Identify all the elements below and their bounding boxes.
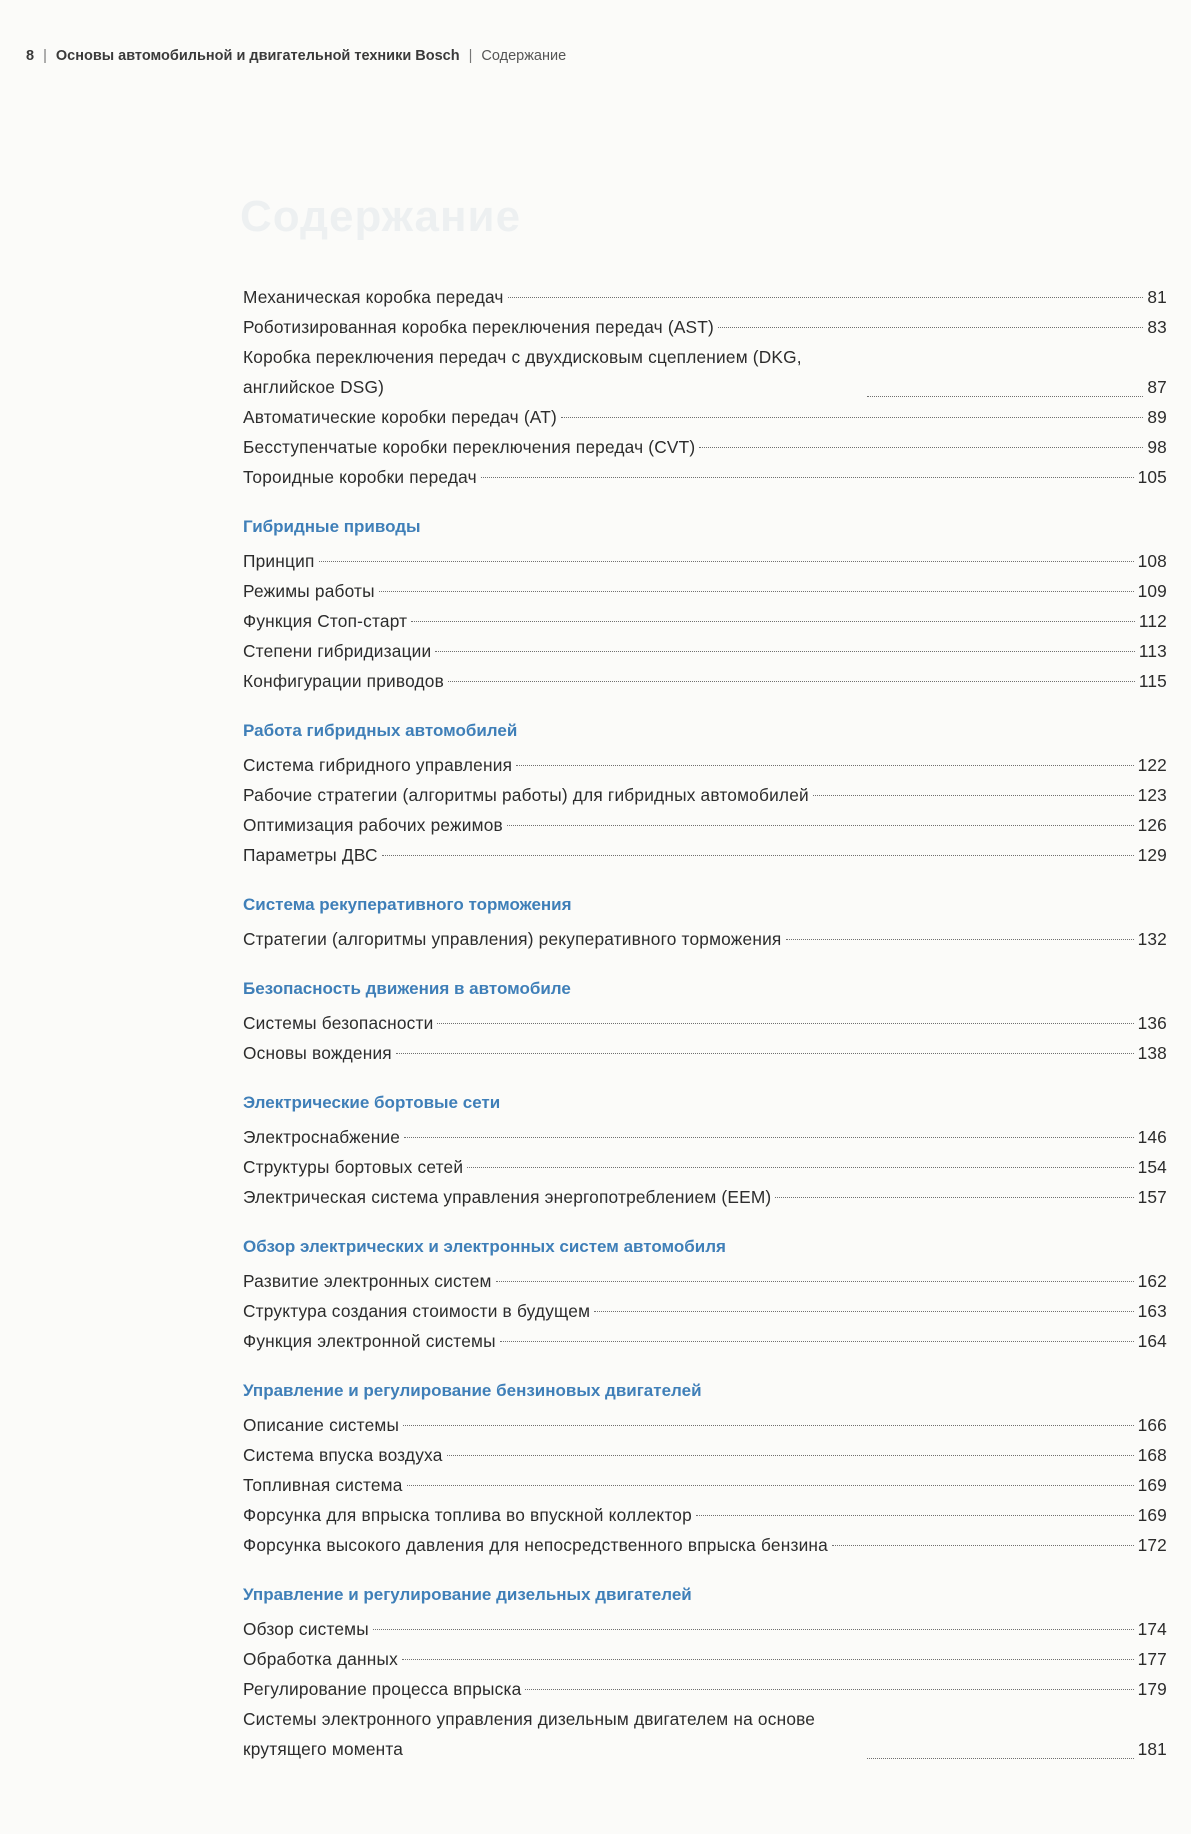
toc-section xyxy=(243,512,1167,696)
toc-entry-title: Функция Стоп-старт xyxy=(243,611,408,631)
dot-leader xyxy=(507,825,1134,826)
toc-entry[interactable] xyxy=(243,1644,1167,1674)
toc-section-heading: Электрические бортовые сети xyxy=(243,1093,501,1112)
toc-entry-title: Тороидные коробки передач xyxy=(243,467,477,487)
dot-leader xyxy=(411,621,1135,622)
toc-entry[interactable] xyxy=(243,1614,1167,1644)
toc-entry-page: 174 xyxy=(1137,1619,1167,1639)
toc-section-heading: Безопасность движения в автомобиле xyxy=(243,979,571,998)
toc-section xyxy=(243,1088,1167,1212)
toc-entry-page: 89 xyxy=(1147,407,1167,427)
toc-entry-page: 129 xyxy=(1137,845,1167,865)
dot-leader xyxy=(696,1515,1134,1516)
section-name: Содержание xyxy=(481,48,567,64)
dot-leader xyxy=(373,1629,1134,1630)
toc-entry-title: Рабочие стратегии (алгоритмы работы) для гибридных автомобилей xyxy=(243,785,809,805)
toc-entry-page: 181 xyxy=(1137,1739,1167,1759)
toc-entry[interactable] xyxy=(243,810,1167,840)
toc-section xyxy=(243,1580,1167,1764)
toc-entry[interactable] xyxy=(243,780,1167,810)
toc-entry[interactable] xyxy=(243,1530,1167,1560)
toc-entry-title: Параметры ДВС xyxy=(243,845,378,865)
page-number: 8 xyxy=(26,48,35,64)
toc-entry-page: 162 xyxy=(1137,1271,1167,1291)
dot-leader xyxy=(407,1485,1134,1486)
toc-entry-page: 169 xyxy=(1137,1475,1167,1495)
toc-entry-page: 164 xyxy=(1137,1331,1167,1351)
dot-leader xyxy=(508,297,1144,298)
book-title: Основы автомобильной и двигательной техники Bosch xyxy=(55,48,460,64)
dot-leader xyxy=(832,1545,1134,1546)
toc-entry[interactable] xyxy=(243,1470,1167,1500)
toc-entry-title: Регулирование процесса впрыска xyxy=(243,1679,522,1699)
toc-entry[interactable] xyxy=(243,666,1167,696)
dot-leader xyxy=(867,396,1143,397)
toc-entry-page: 113 xyxy=(1138,641,1167,661)
toc-entry[interactable] xyxy=(243,576,1167,606)
toc-entry-title: Система гибридного управления xyxy=(243,755,513,775)
toc-entry-title: Описание системы xyxy=(243,1415,400,1435)
dot-leader xyxy=(435,651,1134,652)
toc-section-heading: Работа гибридных автомобилей xyxy=(243,721,518,740)
toc-entry-page: 123 xyxy=(1137,785,1167,805)
toc-entry-page: 122 xyxy=(1137,755,1167,775)
dot-leader xyxy=(396,1053,1134,1054)
toc-entry-title: Функция электронной системы xyxy=(243,1331,496,1351)
dot-leader xyxy=(402,1659,1134,1660)
toc-entry-title: Механическая коробка передач xyxy=(243,287,504,307)
separator: | xyxy=(43,48,47,64)
dot-leader xyxy=(448,681,1135,682)
toc-section xyxy=(243,1232,1167,1356)
toc-entry[interactable] xyxy=(243,1266,1167,1296)
toc-entry-page: 169 xyxy=(1137,1505,1167,1525)
toc-entry-page: 112 xyxy=(1138,611,1167,631)
toc-entry-title: Стратегии (алгоритмы управления) рекуперативного торможения xyxy=(243,929,782,949)
toc-entry-page: 138 xyxy=(1137,1043,1167,1063)
toc-entry-title: Развитие электронных систем xyxy=(243,1271,492,1291)
toc-entry[interactable] xyxy=(243,924,1167,954)
toc-entry-page: 168 xyxy=(1137,1445,1167,1465)
toc-entry-page: 108 xyxy=(1137,551,1167,571)
toc-entry-page: 163 xyxy=(1137,1301,1167,1321)
toc-entry[interactable] xyxy=(243,342,1167,402)
toc-entry[interactable] xyxy=(243,840,1167,870)
toc-entry-title: Принцип xyxy=(243,551,315,571)
toc-entry[interactable] xyxy=(243,1674,1167,1704)
toc-entry[interactable] xyxy=(243,432,1167,462)
dot-leader xyxy=(718,327,1143,328)
toc-entry-title: Обработка данных xyxy=(243,1649,399,1669)
dot-leader xyxy=(496,1281,1134,1282)
toc-entry-title: Система впуска воздуха xyxy=(243,1445,443,1465)
table-of-contents xyxy=(243,282,1167,1784)
toc-section xyxy=(243,974,1167,1068)
toc-entry[interactable] xyxy=(243,1038,1167,1068)
dot-leader xyxy=(500,1341,1134,1342)
toc-entry[interactable] xyxy=(243,636,1167,666)
toc-entry[interactable] xyxy=(243,1440,1167,1470)
toc-entry[interactable] xyxy=(243,1182,1167,1212)
toc-entry[interactable] xyxy=(243,462,1167,492)
toc-entry[interactable] xyxy=(243,1008,1167,1038)
toc-entry-page: 172 xyxy=(1137,1535,1167,1555)
dot-leader xyxy=(481,477,1134,478)
toc-entry-title: Структура создания стоимости в будущем xyxy=(243,1301,591,1321)
dot-leader xyxy=(867,1758,1134,1759)
toc-entry-title: Электрическая система управления энергопотреблением (EEM) xyxy=(243,1187,772,1207)
dot-leader xyxy=(699,447,1143,448)
toc-entry-title: Режимы работы xyxy=(243,581,375,601)
dot-leader xyxy=(594,1311,1133,1312)
separator: | xyxy=(468,48,473,64)
toc-entry[interactable] xyxy=(243,1500,1167,1530)
dot-leader xyxy=(382,855,1134,856)
toc-entry[interactable] xyxy=(243,1704,1167,1764)
toc-entry[interactable] xyxy=(243,282,1167,312)
dot-leader xyxy=(561,417,1143,418)
dot-leader xyxy=(379,591,1134,592)
toc-entry[interactable] xyxy=(243,750,1167,780)
toc-entry-page: 157 xyxy=(1137,1187,1167,1207)
toc-entry-title: Системы электронного управления дизельным двигателем на основе крутящего момента xyxy=(243,1709,816,1759)
dot-leader xyxy=(525,1689,1133,1690)
toc-entry-page: 83 xyxy=(1147,317,1167,337)
toc-entry-page: 98 xyxy=(1147,437,1167,457)
toc-entry-page: 87 xyxy=(1147,377,1167,397)
toc-section-heading: Гибридные приводы xyxy=(243,517,421,536)
toc-section xyxy=(243,716,1167,870)
toc-entry-title: Электроснабжение xyxy=(243,1127,401,1147)
toc-entry-page: 154 xyxy=(1137,1157,1167,1177)
toc-entry-title: Структуры бортовых сетей xyxy=(243,1157,464,1177)
toc-entry-title: Основы вождения xyxy=(243,1043,392,1063)
toc-entry-page: 166 xyxy=(1137,1415,1167,1435)
toc-entry-title: Конфигурации приводов xyxy=(243,671,444,691)
toc-section-heading: Обзор электрических и электронных систем автомобиля xyxy=(243,1237,726,1256)
toc-section-heading: Управление и регулирование дизельных двигателей xyxy=(243,1585,692,1604)
toc-section xyxy=(243,890,1167,954)
toc-entry-title: Форсунка для впрыска топлива во впускной коллектор xyxy=(243,1505,692,1525)
toc-entry-page: 179 xyxy=(1137,1679,1167,1699)
toc-entry-title: Степени гибридизации xyxy=(243,641,432,661)
toc-entry-title: Роботизированная коробка переключения передач (AST) xyxy=(243,317,714,337)
toc-entry-title: Топливная система xyxy=(243,1475,403,1495)
toc-entry-title: Коробка переключения передач с двухдисковым сцеплением (DKG, английское DSG) xyxy=(243,347,802,397)
toc-entry[interactable] xyxy=(243,1326,1167,1356)
toc-entry-page: 109 xyxy=(1137,581,1167,601)
ghost-title: Содержание xyxy=(240,192,522,241)
toc-entry-page: 146 xyxy=(1137,1127,1167,1147)
dot-leader xyxy=(516,765,1133,766)
toc-section xyxy=(243,282,1167,492)
toc-section xyxy=(243,1376,1167,1560)
toc-entry-page: 126 xyxy=(1137,815,1167,835)
toc-entry-title: Оптимизация рабочих режимов xyxy=(243,815,503,835)
toc-entry-title: Автоматические коробки передач (AT) xyxy=(243,407,557,427)
toc-entry-title: Бесступенчатые коробки переключения передач (CVT) xyxy=(243,437,696,457)
dot-leader xyxy=(404,1137,1133,1138)
toc-entry-title: Форсунка высокого давления для непосредственного впрыска бензина xyxy=(243,1535,828,1555)
dot-leader xyxy=(403,1425,1133,1426)
toc-section-heading: Система рекуперативного торможения xyxy=(243,895,572,914)
toc-entry-page: 105 xyxy=(1137,467,1167,487)
toc-entry-page: 132 xyxy=(1137,929,1167,949)
dot-leader xyxy=(786,939,1134,940)
dot-leader xyxy=(447,1455,1134,1456)
toc-entry-page: 177 xyxy=(1137,1649,1167,1669)
dot-leader xyxy=(775,1197,1133,1198)
toc-entry[interactable] xyxy=(243,1410,1167,1440)
toc-entry[interactable] xyxy=(243,1296,1167,1326)
toc-entry-page: 81 xyxy=(1147,287,1167,307)
toc-section-heading: Управление и регулирование бензиновых двигателей xyxy=(243,1381,702,1400)
toc-entry[interactable] xyxy=(243,1152,1167,1182)
toc-entry-title: Обзор системы xyxy=(243,1619,369,1639)
toc-entry-title: Системы безопасности xyxy=(243,1013,434,1033)
dot-leader xyxy=(467,1167,1133,1168)
toc-entry-page: 115 xyxy=(1138,671,1167,691)
toc-entry[interactable] xyxy=(243,546,1167,576)
toc-entry[interactable] xyxy=(243,402,1167,432)
toc-entry-page: 136 xyxy=(1137,1013,1167,1033)
running-head xyxy=(26,48,566,64)
toc-entry[interactable] xyxy=(243,1122,1167,1152)
dot-leader xyxy=(319,561,1134,562)
toc-entry[interactable] xyxy=(243,312,1167,342)
dot-leader xyxy=(437,1023,1133,1024)
dot-leader xyxy=(813,795,1134,796)
toc-entry[interactable] xyxy=(243,606,1167,636)
